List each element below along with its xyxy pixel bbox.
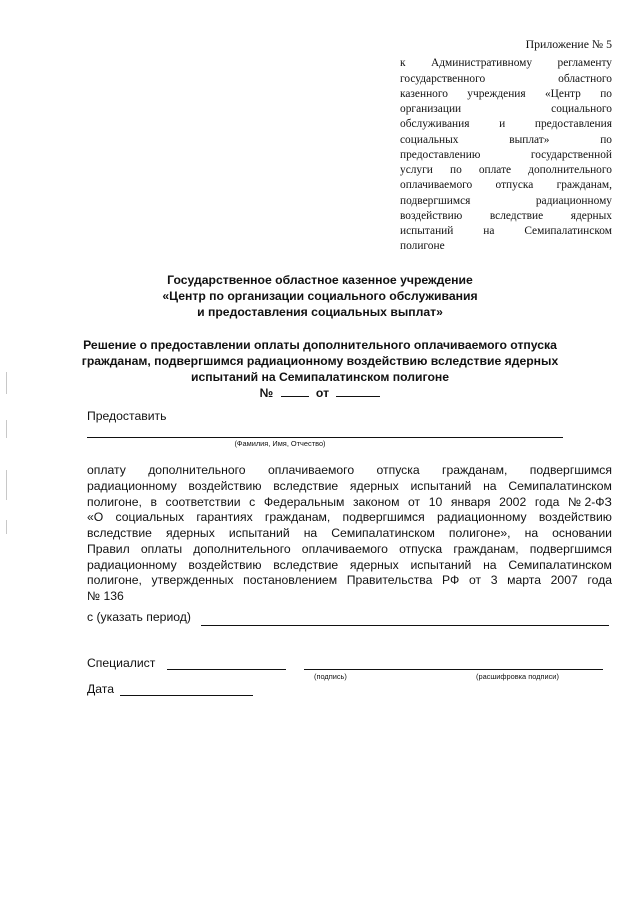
number-label: № bbox=[259, 386, 274, 400]
body-word: от bbox=[408, 494, 421, 509]
appendix-word: выплат» bbox=[509, 133, 550, 146]
appendix-block bbox=[400, 37, 612, 255]
body-word: полигоне, bbox=[87, 573, 142, 588]
scan-artifact bbox=[6, 470, 7, 500]
appendix-line bbox=[400, 224, 612, 239]
body-word: законом bbox=[352, 494, 400, 509]
org-line-2: «Центр по организации социального обслуживания bbox=[162, 289, 478, 303]
full-name-caption: (Фамилия, Имя, Отчество) bbox=[234, 439, 326, 448]
appendix-word: Семипалатинском bbox=[524, 225, 612, 237]
appendix-word: подвергшимся bbox=[400, 194, 471, 207]
body-word: на bbox=[483, 478, 497, 493]
appendix-word: дополнительного bbox=[528, 164, 612, 176]
body-word: вследствие bbox=[273, 478, 339, 493]
appendix-word: организации bbox=[400, 103, 462, 115]
body-word: радиационному bbox=[87, 557, 177, 572]
appendix-word: социальных bbox=[400, 133, 459, 146]
appendix-word: предоставления bbox=[534, 118, 612, 131]
appendix-word: на bbox=[483, 225, 495, 237]
body-line bbox=[87, 589, 612, 605]
body-word: радиационному bbox=[436, 510, 527, 525]
appendix-word: государственной bbox=[530, 148, 612, 161]
specialist-label: Специалист bbox=[87, 656, 156, 670]
body-word: отпуска bbox=[376, 463, 420, 477]
body-word: воздействию bbox=[538, 510, 612, 525]
full-name-field[interactable] bbox=[87, 437, 563, 438]
appendix-word: по bbox=[600, 87, 612, 100]
body-word: основании bbox=[552, 526, 612, 540]
body-word: на bbox=[524, 526, 539, 540]
body-line bbox=[87, 463, 612, 479]
body-word: Семипалатинском bbox=[508, 478, 612, 493]
appendix-word: испытаний bbox=[400, 225, 454, 237]
appendix-word: Административному bbox=[431, 57, 533, 70]
body-word: постановлением bbox=[243, 573, 338, 588]
signature-decode-field[interactable] bbox=[304, 669, 603, 670]
body-word: оплачиваемого bbox=[267, 463, 355, 477]
body-word: оплаты bbox=[140, 541, 183, 556]
appendix-word: и bbox=[499, 118, 506, 131]
appendix-text bbox=[400, 56, 612, 254]
scan-artifact bbox=[6, 420, 7, 438]
body-word: подвергшимся bbox=[529, 541, 612, 556]
appendix-word: социального bbox=[551, 103, 612, 115]
body-paragraph bbox=[87, 463, 612, 605]
body-word: воздействию bbox=[188, 478, 262, 493]
period-label: с (указать период) bbox=[87, 610, 191, 624]
appendix-word: «Центр bbox=[544, 87, 581, 100]
appendix-word: оплате bbox=[478, 164, 512, 176]
appendix-title: Приложение № 5 bbox=[525, 37, 612, 51]
organization-header bbox=[80, 272, 560, 320]
decision-line-3: испытаний на Семипалатинском полигоне bbox=[190, 370, 450, 384]
body-word: ядерных bbox=[349, 557, 399, 572]
body-word: дополнительного bbox=[193, 541, 291, 556]
appendix-word: оплачиваемого bbox=[400, 179, 473, 192]
body-word: дополнительного bbox=[148, 463, 246, 477]
number-blank[interactable] bbox=[281, 385, 309, 397]
appendix-word: обслуживания bbox=[400, 118, 470, 131]
appendix-line bbox=[400, 239, 612, 254]
body-word: подвергшимся bbox=[529, 463, 612, 477]
appendix-word: ядерных bbox=[570, 209, 612, 222]
appendix-line bbox=[400, 87, 612, 102]
body-word: Правительства bbox=[346, 573, 433, 588]
appendix-word: по bbox=[600, 133, 612, 146]
body-word: Семипалатинском bbox=[508, 557, 612, 572]
body-word: года bbox=[534, 494, 560, 509]
body-line bbox=[87, 542, 612, 558]
body-word: с bbox=[249, 494, 256, 509]
appendix-word: государственного bbox=[400, 72, 486, 85]
body-line bbox=[87, 495, 612, 511]
body-line bbox=[87, 479, 612, 495]
appendix-line bbox=[400, 56, 612, 71]
body-word: полигоне, bbox=[87, 494, 142, 509]
appendix-word: регламенту bbox=[557, 57, 612, 70]
appendix-line bbox=[400, 117, 612, 132]
date-label: Дата bbox=[87, 682, 114, 696]
body-word: отпуска bbox=[399, 541, 443, 556]
body-word: Федеральным bbox=[263, 494, 345, 509]
signature-caption: (подпись) bbox=[314, 672, 347, 681]
appendix-word: учреждения bbox=[467, 87, 526, 100]
body-word: от bbox=[468, 573, 482, 588]
body-word: года bbox=[587, 573, 612, 588]
body-word: оплату bbox=[87, 463, 126, 477]
appendix-word: радиационному bbox=[535, 194, 612, 207]
appendix-word: к bbox=[400, 57, 406, 70]
org-line-3: и предоставления социальных выплат» bbox=[197, 305, 443, 319]
appendix-word: вследствие bbox=[489, 209, 544, 222]
appendix-word: услуги bbox=[400, 164, 433, 176]
appendix-word: гражданам, bbox=[556, 179, 612, 192]
decision-number-line bbox=[70, 385, 570, 401]
body-word: на bbox=[483, 557, 497, 572]
signature-decode-caption: (расшифровка подписи) bbox=[476, 672, 559, 681]
appendix-word: воздействию bbox=[400, 209, 463, 222]
body-word: испытаний bbox=[228, 526, 290, 540]
appendix-word: по bbox=[449, 164, 462, 176]
period-field[interactable] bbox=[201, 625, 609, 626]
appendix-word: областного bbox=[558, 72, 612, 85]
body-word: марта bbox=[507, 573, 541, 588]
body-word: вследствие bbox=[273, 557, 339, 572]
appendix-line bbox=[400, 209, 612, 224]
body-word: Семипалатинском bbox=[331, 526, 435, 540]
body-word: на bbox=[303, 526, 318, 540]
body-word: в bbox=[150, 494, 157, 509]
body-word: РФ bbox=[442, 573, 460, 588]
body-word: полигоне», bbox=[448, 526, 511, 540]
scan-artifact bbox=[6, 372, 7, 394]
grant-label: Предоставить bbox=[87, 409, 167, 423]
appendix-word: казенного bbox=[400, 87, 448, 100]
body-word: «О bbox=[87, 510, 104, 525]
appendix-line bbox=[400, 148, 612, 163]
body-word: 3 bbox=[490, 573, 498, 588]
body-word: № 2-ФЗ bbox=[567, 494, 612, 509]
body-word: ядерных bbox=[349, 478, 399, 493]
decision-title bbox=[70, 337, 570, 401]
decision-line-1: Решение о предоставлении оплаты дополнительного оплачиваемого отпуска bbox=[83, 338, 557, 352]
scan-artifact bbox=[6, 520, 7, 534]
appendix-line bbox=[400, 133, 612, 148]
body-word: гражданам, bbox=[442, 463, 508, 477]
body-word: Правил bbox=[87, 541, 130, 556]
body-word: испытаний bbox=[410, 557, 472, 572]
body-word: утвержденных bbox=[151, 573, 234, 588]
body-word: воздействию bbox=[188, 557, 262, 572]
signature-field[interactable] bbox=[167, 669, 286, 670]
date-field[interactable] bbox=[120, 695, 253, 696]
body-word: гарантиях bbox=[196, 510, 253, 525]
body-line bbox=[87, 510, 612, 526]
date-from-label: от bbox=[315, 386, 330, 400]
appendix-word: предоставлению bbox=[400, 148, 481, 161]
body-word: 10 bbox=[428, 494, 443, 509]
appendix-line bbox=[400, 194, 612, 209]
body-word: ядерных bbox=[165, 526, 215, 540]
decision-line-2: гражданам, подвергшимся радиационному воздействию вследствие ядерных bbox=[81, 354, 559, 368]
body-word: подвергшимся bbox=[342, 510, 425, 525]
appendix-line bbox=[400, 102, 612, 117]
org-line-1: Государственное областное казенное учреждение bbox=[167, 273, 473, 287]
body-word: оплачиваемого bbox=[301, 541, 388, 556]
appendix-word: отпуска bbox=[495, 179, 534, 192]
body-word: 2002 bbox=[499, 494, 527, 509]
body-line bbox=[87, 558, 612, 574]
appendix-line bbox=[400, 163, 612, 178]
body-word: соответствии bbox=[165, 494, 241, 509]
body-word: января bbox=[450, 494, 491, 509]
appendix-word: полигоне bbox=[400, 240, 445, 253]
body-line bbox=[87, 573, 612, 589]
appendix-line bbox=[400, 72, 612, 87]
body-word: испытаний bbox=[410, 478, 472, 493]
body-line bbox=[87, 526, 612, 542]
date-blank[interactable] bbox=[336, 385, 380, 397]
appendix-line bbox=[400, 178, 612, 193]
body-word: вследствие bbox=[87, 526, 152, 540]
body-word: 2007 bbox=[550, 573, 578, 588]
body-word: социальных bbox=[115, 510, 185, 525]
body-word: гражданам, bbox=[264, 510, 331, 525]
body-word: гражданам, bbox=[453, 541, 519, 556]
body-word: радиационному bbox=[87, 478, 177, 493]
body-word: № 136 bbox=[87, 589, 124, 603]
